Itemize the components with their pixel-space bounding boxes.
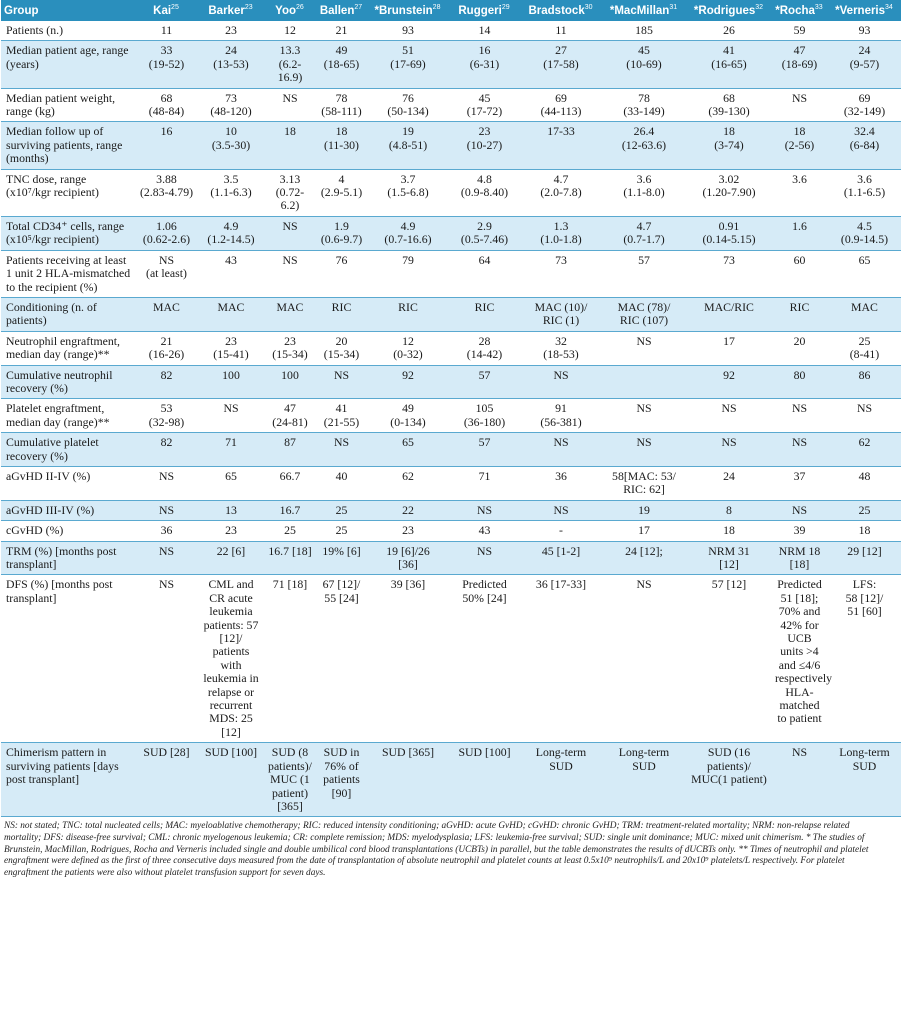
row-label: Patients (n.) xyxy=(1,21,135,41)
table-cell: NRM 18 [18] xyxy=(771,541,827,575)
table-cell: NS xyxy=(135,575,197,743)
table-cell: 25 (8-41) xyxy=(827,331,901,365)
table-cell: 36 xyxy=(520,466,601,500)
table-cell: 185 xyxy=(601,21,686,41)
table-cell: 92 xyxy=(686,365,771,399)
table-cell: NS xyxy=(686,399,771,433)
table-cell: NS xyxy=(601,399,686,433)
table-cell: - xyxy=(520,521,601,541)
table-cell: 45 (10-69) xyxy=(601,41,686,88)
table-cell: 19% [6] xyxy=(315,541,367,575)
table-cell: RIC xyxy=(771,297,827,331)
table-row xyxy=(1,169,901,216)
table-cell: 24 (13-53) xyxy=(197,41,264,88)
study-reference: 33 xyxy=(814,4,823,12)
table-cell: 25 xyxy=(315,500,367,520)
table-cell: 65 xyxy=(197,466,264,500)
table-cell: 24 (9-57) xyxy=(827,41,901,88)
table-cell: NS xyxy=(771,433,827,467)
table-cell: 3.6 (1.1-8.0) xyxy=(601,169,686,216)
table-cell: 23 xyxy=(367,521,448,541)
table-cell: 33 (19-52) xyxy=(135,41,197,88)
table-cell: 45 (17-72) xyxy=(448,88,520,122)
study-reference: 29 xyxy=(501,4,510,12)
row-label: aGvHD III-IV (%) xyxy=(1,500,135,520)
table-cell: Long-term SUD xyxy=(827,743,901,817)
table-cell: NS xyxy=(601,433,686,467)
table-cell: Long-term SUD xyxy=(520,743,601,817)
table-cell: NS xyxy=(520,365,601,399)
study-reference: 30 xyxy=(584,4,593,12)
table-cell: NS xyxy=(520,500,601,520)
table-cell: NS xyxy=(771,399,827,433)
table-cell xyxy=(601,365,686,399)
table-cell: 80 xyxy=(771,365,827,399)
table-cell: RIC xyxy=(367,297,448,331)
table-cell: 22 [6] xyxy=(197,541,264,575)
row-label: Neutrophil engraftment, median day (range)** xyxy=(1,331,135,365)
table-cell: 1.6 xyxy=(771,216,827,250)
study-column-header xyxy=(448,0,520,21)
table-cell: 4.9 (1.2-14.5) xyxy=(197,216,264,250)
study-column-header xyxy=(135,0,197,21)
table-cell: 23 xyxy=(197,521,264,541)
table-cell: 0.91 (0.14-5.15) xyxy=(686,216,771,250)
table-cell: NS xyxy=(448,541,520,575)
table-cell: 22 xyxy=(367,500,448,520)
table-row xyxy=(1,250,901,297)
table-cell: 25 xyxy=(315,521,367,541)
row-label: TRM (%) [months post transplant] xyxy=(1,541,135,575)
table-row xyxy=(1,399,901,433)
table-cell: 19 [6]/26 [36] xyxy=(367,541,448,575)
table-cell: 12 xyxy=(264,21,315,41)
study-column-header xyxy=(827,0,901,21)
table-cell: NS xyxy=(264,88,315,122)
study-column-header xyxy=(520,0,601,21)
table-footnote: NS: not stated; TNC: total nucleated cells; MAC: myeloablative chemotherapy; RIC: reduced intensity conditioning; aGvHD: acute GvHD; cGvHD: chronic GvHD; TRM: treatment-related mortality; NRM: non-relapse related mortality; DFS: disease-free survival; CML: chronic myelogenous leukemia; CR: complete remission; MDS: myelodysplasia; LFS: leukemia-free survival; SUD: single unit dominance; MUC: mixed unit chimerism. * The studies of Brunstein, MacMillan, Rodrigues, Rocha and Verneris included single and double umbilical cord blood transplantations (UCBTs) in parallel, but the table demonstrates the results of dUCBTs only. ** Times of neutrophil and platelet engraftment were defined as the first of three consecutive days measured from the date of transplantation of absolute neutrophil and platelet counts at least 0.5x10⁹ neutrophils/L and 20x10⁹ platelets/L respectively. For platelet engraftment the patients were also without platelet transfusion support for seven days. xyxy=(4,821,869,878)
table-cell: 3.6 (1.1-6.5) xyxy=(827,169,901,216)
table-cell: 4.8 (0.9-8.40) xyxy=(448,169,520,216)
study-reference: 25 xyxy=(171,4,179,12)
table-cell: NS (at least) xyxy=(135,250,197,297)
table-cell: 23 xyxy=(197,21,264,41)
table-cell: 41 (16-65) xyxy=(686,41,771,88)
table-cell: 78 (58-111) xyxy=(315,88,367,122)
table-cell: 28 (14-42) xyxy=(448,331,520,365)
row-label: Cumulative platelet recovery (%) xyxy=(1,433,135,467)
table-cell: 3.02 (1.20-7.90) xyxy=(686,169,771,216)
table-cell: 13.3 (6.2-16.9) xyxy=(264,41,315,88)
table-cell: 71 xyxy=(448,466,520,500)
table-cell: 3.5 (1.1-6.3) xyxy=(197,169,264,216)
study-name: *Brunstein xyxy=(374,4,433,17)
table-cell: NS xyxy=(448,500,520,520)
table-cell: NRM 31 [12] xyxy=(686,541,771,575)
table-cell: 3.88 (2.83-4.79) xyxy=(135,169,197,216)
table-cell: 68 (48-84) xyxy=(135,88,197,122)
table-cell: NS xyxy=(135,466,197,500)
study-reference: 26 xyxy=(296,4,304,12)
table-cell: NS xyxy=(601,575,686,743)
table-cell: NS xyxy=(601,331,686,365)
table-cell: NS xyxy=(135,541,197,575)
row-label: Chimerism pattern in surviving patients [days post transplant] xyxy=(1,743,135,817)
table-cell: 47 (18-69) xyxy=(771,41,827,88)
table-cell: MAC xyxy=(827,297,901,331)
table-cell: 65 xyxy=(827,250,901,297)
row-label: Median patient weight, range (kg) xyxy=(1,88,135,122)
table-cell: 4.9 (0.7-16.6) xyxy=(367,216,448,250)
row-label: Total CD34⁺ cells, range (x10⁵/kgr recipient) xyxy=(1,216,135,250)
study-column-header xyxy=(686,0,771,21)
table-cell: NS xyxy=(520,433,601,467)
table-cell: NS xyxy=(771,500,827,520)
table-cell: 82 xyxy=(135,433,197,467)
table-cell: 17-33 xyxy=(520,122,601,169)
table-cell: 36 xyxy=(135,521,197,541)
table-cell: 24 [12]; xyxy=(601,541,686,575)
table-cell: LFS: 58 [12]/ 51 [60] xyxy=(827,575,901,743)
table-cell: 100 xyxy=(264,365,315,399)
table-cell: 62 xyxy=(827,433,901,467)
table-cell: 18 (2-56) xyxy=(771,122,827,169)
table-cell: 11 xyxy=(135,21,197,41)
row-label: Conditioning (n. of patients) xyxy=(1,297,135,331)
table-cell: 4.7 (2.0-7.8) xyxy=(520,169,601,216)
row-label: cGvHD (%) xyxy=(1,521,135,541)
table-cell: 73 (48-120) xyxy=(197,88,264,122)
study-column-header xyxy=(367,0,448,21)
table-cell: 4.5 (0.9-14.5) xyxy=(827,216,901,250)
table-cell: SUD [365] xyxy=(367,743,448,817)
study-name: Bradstock xyxy=(528,4,585,17)
table-cell: Predicted 50% [24] xyxy=(448,575,520,743)
table-row xyxy=(1,88,901,122)
study-comparison-table xyxy=(1,0,901,817)
study-name: Barker xyxy=(208,4,245,17)
table-cell: SUD [28] xyxy=(135,743,197,817)
table-cell: 18 xyxy=(264,122,315,169)
table-cell: 79 xyxy=(367,250,448,297)
table-row xyxy=(1,365,901,399)
study-name: Yoo xyxy=(275,4,297,17)
row-label: Cumulative neutrophil recovery (%) xyxy=(1,365,135,399)
study-name: *Verneris xyxy=(835,4,886,17)
table-cell: 40 xyxy=(315,466,367,500)
table-cell: 57 [12] xyxy=(686,575,771,743)
table-cell: 19 xyxy=(601,500,686,520)
study-column-header xyxy=(771,0,827,21)
study-column-header xyxy=(264,0,315,21)
study-column-header xyxy=(197,0,264,21)
table-cell: 66.7 xyxy=(264,466,315,500)
table-cell: 18 xyxy=(686,521,771,541)
table-cell: 1.9 (0.6-9.7) xyxy=(315,216,367,250)
table-cell: 16.7 [18] xyxy=(264,541,315,575)
table-cell: 23 (10-27) xyxy=(448,122,520,169)
table-cell: 86 xyxy=(827,365,901,399)
table-cell: 2.9 (0.5-7.46) xyxy=(448,216,520,250)
table-cell: 105 (36-180) xyxy=(448,399,520,433)
table-cell: 51 (17-69) xyxy=(367,41,448,88)
table-cell: SUD in 76% of patients [90] xyxy=(315,743,367,817)
study-reference: 23 xyxy=(244,4,253,12)
table-cell: SUD [100] xyxy=(448,743,520,817)
table-cell: 20 (15-34) xyxy=(315,331,367,365)
row-label: Median patient age, range (years) xyxy=(1,41,135,88)
table-cell: CML and CR acute leukemia patients: 57 [12]/ patients with leukemia in relapse or recurrent MDS: 25 [12] xyxy=(197,575,264,743)
study-name: *Rodrigues xyxy=(693,4,756,17)
table-cell: MAC (78)/ RIC (107) xyxy=(601,297,686,331)
table-cell: RIC xyxy=(315,297,367,331)
table-cell: 93 xyxy=(367,21,448,41)
row-label: aGvHD II-IV (%) xyxy=(1,466,135,500)
study-name: *MacMillan xyxy=(609,4,670,17)
study-reference: 32 xyxy=(755,4,764,12)
table-cell: 47 (24-81) xyxy=(264,399,315,433)
table-cell: 57 xyxy=(601,250,686,297)
table-cell: NS xyxy=(264,216,315,250)
table-cell: 64 xyxy=(448,250,520,297)
study-name: Ballen xyxy=(319,4,355,17)
table-cell: NS xyxy=(197,399,264,433)
table-cell: Predicted 51 [18]; 70% and 42% for UCB units >4 and ≤4/6 respectively HLA-matched to patient xyxy=(771,575,827,743)
table-cell: MAC xyxy=(197,297,264,331)
table-cell: NS xyxy=(264,250,315,297)
table-cell: 21 xyxy=(315,21,367,41)
table-cell: MAC xyxy=(135,297,197,331)
study-name: Ruggeri xyxy=(458,4,502,17)
table-cell: 49 (18-65) xyxy=(315,41,367,88)
study-column-header xyxy=(315,0,367,21)
table-cell: NS xyxy=(315,365,367,399)
table-cell: 57 xyxy=(448,365,520,399)
table-cell: 87 xyxy=(264,433,315,467)
table-cell: 3.13 (0.72-6.2) xyxy=(264,169,315,216)
table-cell: 76 (50-134) xyxy=(367,88,448,122)
table-row xyxy=(1,433,901,467)
table-cell: 23 (15-41) xyxy=(197,331,264,365)
table-cell: 58[MAC: 53/ RIC: 62] xyxy=(601,466,686,500)
table-cell: 68 (39-130) xyxy=(686,88,771,122)
table-cell: 16 (6-31) xyxy=(448,41,520,88)
table-body xyxy=(1,21,901,817)
table-cell: 53 (32-98) xyxy=(135,399,197,433)
study-name: Kai xyxy=(153,4,172,17)
table-cell: 39 [36] xyxy=(367,575,448,743)
table-row xyxy=(1,466,901,500)
table-cell: SUD [100] xyxy=(197,743,264,817)
table-cell: 59 xyxy=(771,21,827,41)
table-row xyxy=(1,575,901,743)
table-cell: 62 xyxy=(367,466,448,500)
table-row xyxy=(1,743,901,817)
table-row xyxy=(1,521,901,541)
table-cell: 73 xyxy=(520,250,601,297)
table-cell: 100 xyxy=(197,365,264,399)
table-cell: 18 (11-30) xyxy=(315,122,367,169)
table-cell: 23 (15-34) xyxy=(264,331,315,365)
table-row xyxy=(1,541,901,575)
table-cell: 37 xyxy=(771,466,827,500)
table-cell: MAC xyxy=(264,297,315,331)
table-cell: 10 (3.5-30) xyxy=(197,122,264,169)
study-reference: 27 xyxy=(354,4,363,12)
table-cell: NS xyxy=(827,399,901,433)
table-cell: RIC xyxy=(448,297,520,331)
study-column-header xyxy=(601,0,686,21)
table-cell: 60 xyxy=(771,250,827,297)
table-header-row xyxy=(1,0,901,21)
table-cell: 76 xyxy=(315,250,367,297)
table-cell: 18 xyxy=(827,521,901,541)
table-cell: 27 (17-58) xyxy=(520,41,601,88)
table-row xyxy=(1,122,901,169)
study-reference: 31 xyxy=(669,4,678,12)
table-cell: NS xyxy=(135,500,197,520)
table-cell: 29 [12] xyxy=(827,541,901,575)
row-label: TNC dose, range (x10⁷/kgr recipient) xyxy=(1,169,135,216)
table-cell: 49 (0-134) xyxy=(367,399,448,433)
table-cell: 71 xyxy=(197,433,264,467)
table-cell: MAC/RIC xyxy=(686,297,771,331)
table-cell: 21 (16-26) xyxy=(135,331,197,365)
table-cell: 32.4 (6-84) xyxy=(827,122,901,169)
table-cell: 92 xyxy=(367,365,448,399)
table-cell: 3.7 (1.5-6.8) xyxy=(367,169,448,216)
table-cell: 69 (44-113) xyxy=(520,88,601,122)
table-row xyxy=(1,41,901,88)
table-cell: 17 xyxy=(601,521,686,541)
table-cell: 16 xyxy=(135,122,197,169)
table-cell: 93 xyxy=(827,21,901,41)
table-cell: 57 xyxy=(448,433,520,467)
table-row xyxy=(1,297,901,331)
study-reference: 28 xyxy=(432,4,441,12)
table-cell: 91 (56-381) xyxy=(520,399,601,433)
table-cell: 12 (0-32) xyxy=(367,331,448,365)
table-cell: NS xyxy=(771,88,827,122)
table-cell: 16.7 xyxy=(264,500,315,520)
table-cell: 24 xyxy=(686,466,771,500)
table-cell: 32 (18-53) xyxy=(520,331,601,365)
table-cell: 13 xyxy=(197,500,264,520)
table-cell: 20 xyxy=(771,331,827,365)
table-cell: MAC (10)/ RIC (1) xyxy=(520,297,601,331)
table-cell: NS xyxy=(771,743,827,817)
table-cell: NS xyxy=(315,433,367,467)
table-cell: 65 xyxy=(367,433,448,467)
table-cell: 14 xyxy=(448,21,520,41)
table-cell: 1.06 (0.62-2.6) xyxy=(135,216,197,250)
table-cell: 25 xyxy=(827,500,901,520)
table-cell: 43 xyxy=(197,250,264,297)
table-cell: 26.4 (12-63.6) xyxy=(601,122,686,169)
table-cell: 19 (4.8-51) xyxy=(367,122,448,169)
table-cell: 48 xyxy=(827,466,901,500)
table-cell: 11 xyxy=(520,21,601,41)
table-row xyxy=(1,21,901,41)
table-cell: 43 xyxy=(448,521,520,541)
table-cell: Long-term SUD xyxy=(601,743,686,817)
row-label: Median follow up of surviving patients, range (months) xyxy=(1,122,135,169)
table-cell: 82 xyxy=(135,365,197,399)
row-label: DFS (%) [months post transplant] xyxy=(1,575,135,743)
table-cell: 45 [1-2] xyxy=(520,541,601,575)
study-name: *Rocha xyxy=(775,4,815,17)
table-cell: 4.7 (0.7-1.7) xyxy=(601,216,686,250)
table-cell: SUD (16 patients)/ MUC(1 patient) xyxy=(686,743,771,817)
table-cell: 39 xyxy=(771,521,827,541)
table-cell: 36 [17-33] xyxy=(520,575,601,743)
table-cell: NS xyxy=(686,433,771,467)
table-cell: 8 xyxy=(686,500,771,520)
table-cell: 71 [18] xyxy=(264,575,315,743)
table-cell: 18 (3-74) xyxy=(686,122,771,169)
study-reference: 34 xyxy=(885,4,893,12)
table-cell: 41 (21-55) xyxy=(315,399,367,433)
table-cell: 3.6 xyxy=(771,169,827,216)
table-cell: SUD (8 patients)/ MUC (1 patient) [365] xyxy=(264,743,315,817)
table-cell: 4 (2.9-5.1) xyxy=(315,169,367,216)
table-cell: 73 xyxy=(686,250,771,297)
table-row xyxy=(1,500,901,520)
table-cell: 78 (33-149) xyxy=(601,88,686,122)
table-cell: 69 (32-149) xyxy=(827,88,901,122)
table-cell: 17 xyxy=(686,331,771,365)
table-cell: 26 xyxy=(686,21,771,41)
table-row xyxy=(1,216,901,250)
table-cell: 67 [12]/ 55 [24] xyxy=(315,575,367,743)
table-cell: 1.3 (1.0-1.8) xyxy=(520,216,601,250)
row-label: Patients receiving at least 1 unit 2 HLA-mismatched to the recipient (%) xyxy=(1,250,135,297)
group-column-header: Group xyxy=(1,0,135,21)
table-row xyxy=(1,331,901,365)
table-cell: 25 xyxy=(264,521,315,541)
row-label: Platelet engraftment, median day (range)** xyxy=(1,399,135,433)
